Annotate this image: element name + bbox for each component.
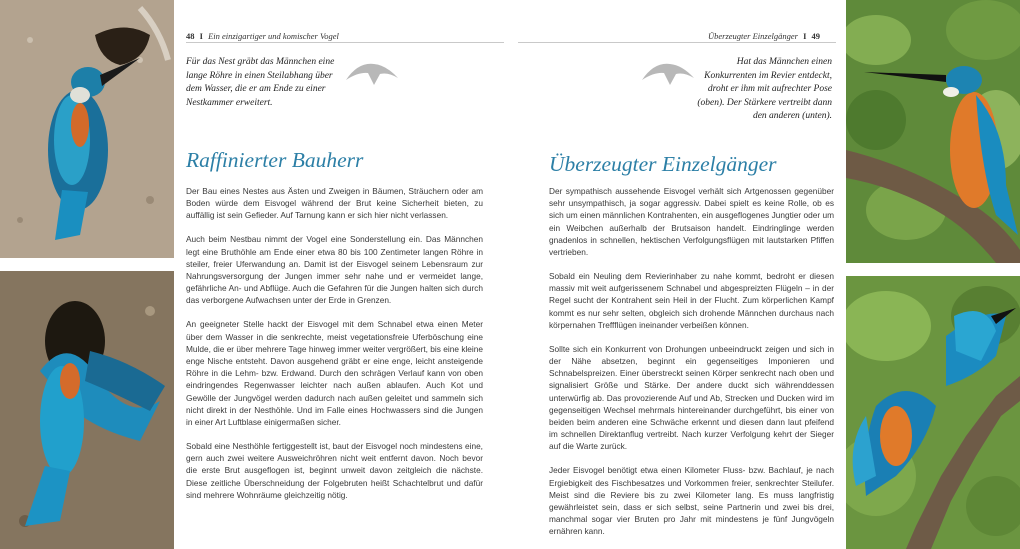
left-page	[174, 0, 510, 549]
running-head-title-left: Ein einzigartiger und komischer Vogel	[208, 31, 339, 41]
bird-silhouette-icon	[640, 58, 696, 86]
right-page	[510, 0, 846, 549]
caption-left: Für das Nest gräbt das Männchen eine lange Röhre in einen Steilabhang über dem Wasser, die er am Ende zu einer Nestkammer erweitert.	[186, 57, 335, 108]
photo-kingfisher-upright-threat-pose	[846, 0, 1020, 263]
header-rule-left	[186, 42, 504, 43]
paragraph: Jeder Eisvogel benötigt etwa einen Kilometer Fluss- bzw. Bachlauf, je nach Ergiebigkeit des Fischbesatzes und Vorkommen freier, senkrechter Steilufer. Meist sind die Reviere bis zu zwei Kilometer lang. Es muss langfristig gewährleistet sein, dass er sich selbst, seine Partnerin und zwei bis drei, manchmal sogar vier Bruten pro Jahr mit mindestens je fünf Jungvögeln ernähren kann.	[549, 465, 834, 537]
running-head-separator-left: I	[199, 31, 203, 41]
page-number-right: 49	[811, 31, 820, 41]
paragraph: Der Bau eines Nestes aus Ästen und Zweigen in Bäumen, Sträuchern oder am Boden würde dem Eisvogel während der Brut keine Sicherheit bieten, zu auffällig ist sein Gefieder. Auf Tarnung kann er sich hier nicht verlassen.	[186, 186, 483, 221]
paragraph: Sobald eine Nesthöhle fertiggestellt ist, baut der Eisvogel noch mindestens eine, gern auch zwei weitere Ausweichröhren nicht weit entfernt davon. Noch bevor die erste Brut ausgeflogen ist, beginnt unweit davon zeitgleich die nächste. Diese zeitliche Überschneidung der Folgebruten heißt Schachtelbrut und dafür sind mehrere Wohnräume gleichzeitig nötig.	[186, 441, 483, 500]
photo-kingfisher-at-nest-hole	[0, 0, 174, 258]
heading-left: Raffinierter Bauherr	[186, 148, 364, 172]
paragraph: Der sympathisch aussehende Eisvogel verhält sich Artgenossen gegenüber sehr unsympathisch, ja sogar aggressiv. Dabei spielt es keine Rolle, ob es sich um einen männlichen Kontrahenten, ein ausgeflogenes Jungtier oder um ein Weibchen außerhalb der Brutsaison handelt. Eindringlinge werden gnadenlos in schnellen, hektischen Verfolgungsflügen mit lautstarken Pfiffen vertrieben.	[549, 186, 834, 258]
header-rule-right	[518, 42, 836, 43]
running-head-left	[186, 31, 339, 41]
heading-right: Überzeugter Einzelgänger	[549, 152, 777, 176]
running-head-separator-right: I	[803, 31, 807, 41]
photo-kingfisher-entering-nest-hole	[0, 271, 174, 549]
photo-kingfishers-fighting	[846, 276, 1020, 549]
paragraph: Sobald ein Neuling dem Revierinhaber zu nahe kommt, bedroht er diesen massiv mit weit aufgerissenem Schnabel und abgespreizten Flügeln – in der Regel sucht der Kontrahent sein Heil in der Flucht. Zum körperlichen Kampf kommt es nur sehr selten, obgleich sich drohende Männchen durchaus nach körpernahen Treffflügen ineinander verbeißen können.	[549, 271, 834, 330]
caption-right: Hat das Männchen einen Konkurrenten im Revier entdeckt, droht er ihm mit aufrechter Pose (oben). Der Stärkere vertreibt dann den anderen (unten).	[697, 57, 832, 121]
running-head-right	[708, 31, 820, 41]
bird-silhouette-icon	[344, 58, 400, 86]
running-head-title-right: Überzeugter Einzelgänger	[707, 31, 798, 41]
body-text-right	[549, 185, 834, 549]
page-number-left: 48	[186, 31, 195, 41]
body-text-left	[186, 185, 483, 513]
paragraph: Auch beim Nestbau nimmt der Vogel eine Sonderstellung ein. Das Männchen legt eine Bruthöhle am Ende einer etwa 80 bis 100 Zentimeter langen Röhre in steiler, freier Uferwandung an. Damit ist der Eisvogel seinem Lebensraum zur Nahrungsversorgung der Jungen immer sehr nahe und er vermeidet lange, gefährliche An- und Abflüge. Auch die Gefahren für die Jungen halten sich durch das verborgene Aufwachsen unter der Erde in Grenzen.	[186, 234, 483, 306]
paragraph: Sollte sich ein Konkurrent von Drohungen unbeeindruckt zeigen und sich in der Nähe absetzen, beginnt ein gegenseitiges Imponieren und Schnabelspreizen. Einer überstreckt seinen Körper senkrecht nach oben und signalisiert Größe und Stärke. Der andere duckt sich währenddessen unterwürfig ab. Das provozierende Auf und Ab, Strecken und Ducken wird im gegenseitigen Wechsel mehrmals hintereinander durchgeführt, bis einer von beiden beim anderen eine Schwäche erkennt und diesen dann laut pfeifend im schnellen Direktanflug vertreibt. Nach kurzer Verfolgung kehrt der Sieger auf die Warte zurück.	[549, 343, 834, 452]
paragraph: An geeigneter Stelle hackt der Eisvogel mit dem Schnabel etwa einen Meter über dem Wasser in die senkrechte, meist vegetationsfreie Uferböschung eine Mulde, die er über mehrere Tage hinweg immer weiter vergrößert, bis eine kleine enge Nische entsteht. Davon ausgehend gräbt er eine enge, leicht ansteigende Röhre in die Lehm- bzw. Erdwand. Durch den schrägen Verlauf kann von oben eindringendes Regenwasser leichter nach außen ablaufen. Auch Kot und Gewölle der Jungvögel werden dadurch nach außen geleitet und sammeln sich nicht direkt in der Nesthöhle. Und im Falle eines Hochwassers sind die Jungen in einer Art Luftblase einigermaßen sicher.	[186, 319, 483, 428]
